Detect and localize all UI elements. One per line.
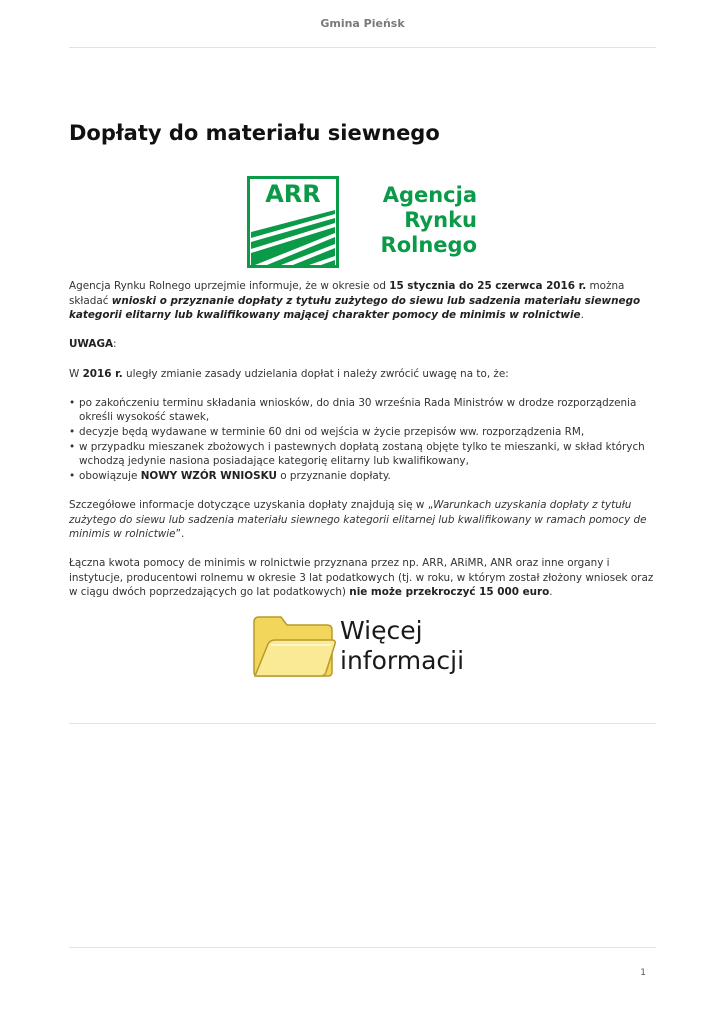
limit-paragraph: Łączna kwota pomocy de minimis w rolnictwie przyznana przez np. ARR, ARiMR, ANR oraz inne organy i instytucje, producentowi rolnemu w okresie 3 lat podatkowych (tj. w roku, w którym został złożony wniosek oraz w ciągu dwóch poprzedzających go lat podatkowych) nie może przekroczyć 15 000 euro. [69,557,654,599]
change-year: 2016 r. [82,367,123,380]
header-divider [69,47,656,48]
list-item: • po zakończeniu terminu składania wniosków, do dnia 30 września Rada Ministrów w drodze rozporządzenia określi wysokość stawek, [69,396,656,425]
list-item: • obowiązuje NOWY WZÓR WNIOSKU o przyznanie dopłaty. [69,469,656,484]
logo-acronym: ARR [265,180,321,208]
page-title: Dopłaty do materiału siewnego [69,121,440,145]
folder-icon [251,614,337,680]
arr-logo [247,176,487,269]
new-form-notice: NOWY WZÓR WNIOSKU [140,469,277,482]
change-paragraph: W 2016 r. uległy zmianie zasady udzielania dopłat i należy zwrócić uwagę na to, że: [69,367,509,380]
note-paragraph: UWAGA: [69,338,117,351]
intro-paragraph: Agencja Rynku Rolnego uprzejmie informuje, że w okresie od 15 stycznia do 25 czerwca 2016 r. można składać wnioski o przyznanie dopłaty z tytułu zużytego do siewu lub sadzenia materiału siewnego kategorii elitarny lub kwalifikowany mającej charakter pomocy de minimis w rolnictwie. [69,280,641,322]
rules-list [69,396,656,484]
note-label: UWAGA [69,338,114,351]
logo-line-3: Rolnego [380,233,477,257]
logo-line-1: Agencja [382,183,477,207]
more-info-label[interactable]: Więcej informacji [340,616,465,675]
conditions-document-title: Warunkach uzyskania dopłaty z tytułu zużytego do siewu lub sadzenia materiału siewnego kategorii elitarnej lub kwalifikowany w ramach pomocy de minimis w rolnictwie [69,498,647,541]
list-item: • decyzje będą wydawane w terminie 60 dni od wejścia w życie przepisów ww. rozporządzenia RM, [69,425,656,440]
list-item: • w przypadku mieszanek zbożowych i pastewnych dopłatą zostaną objęte tylko te mieszanki, w skład których wchodzą jedynie nasiona posiadające kategorię elitarny lub kwalifikowany, [69,440,656,469]
footer-divider [69,947,656,948]
article-body [69,279,656,615]
site-name: Gmina Pieńsk [320,17,405,30]
limit-amount: nie może przekroczyć 15 000 euro [349,586,550,599]
page-number: 1 [640,968,646,978]
details-paragraph: Szczegółowe informacje dotyczące uzyskania dopłaty znajdują się w „Warunkach uzyskania dopłaty z tytułu zużytego do siewu lub sadzenia materiału siewnego kategorii elitarnej lub kwalifikowany w ramach pomocy de minimis w rolnictwie”. [69,498,647,541]
application-dates: 15 stycznia do 25 czerwca 2016 r. [389,280,587,292]
content-divider [69,723,656,724]
more-info-link[interactable] [251,614,481,682]
application-subject: wnioski o przyznanie dopłaty z tytułu zużytego do siewu lub sadzenia materiału siewnego kategorii elitarny lub kwalifikowany mającej charakter pomocy de minimis w rolnictwie [69,294,641,322]
logo-line-2: Rynku [404,208,477,232]
